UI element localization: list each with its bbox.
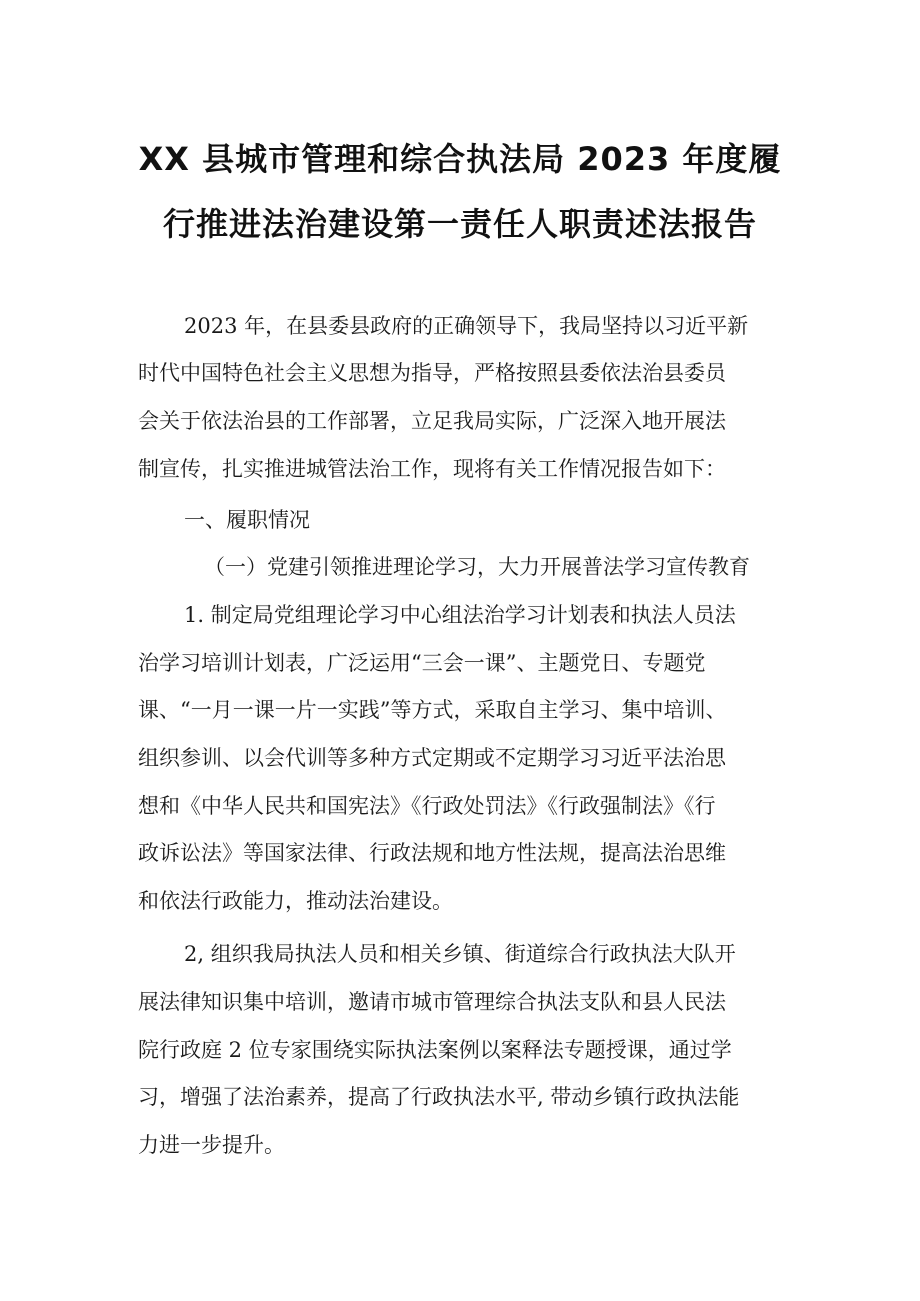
intro-paragraph-line: 2023 年，在县委县政府的正确领导下，我局坚持以习近平新 bbox=[184, 314, 749, 338]
item-1-line: 政诉讼法》等国家法律、行政法规和地方性法规，提高法治思维 bbox=[138, 841, 726, 865]
section-heading: 一、履职情况 bbox=[184, 508, 310, 532]
intro-paragraph-line: 会关于依法治县的工作部署，立足我局实际，广泛深入地开展法 bbox=[138, 409, 726, 433]
item-1-line: 想和《中华人民共和国宪法》《行政处罚法》《行政强制法》《行 bbox=[138, 794, 716, 818]
document-title-line-2: 行推进法治建设第一责任人职责述法报告 bbox=[162, 205, 757, 243]
item-2-line: 2, 组织我局执法人员和相关乡镇、街道综合行政执法大队开 bbox=[184, 942, 736, 966]
item-1-line: 组织参训、以会代训等多种方式定期或不定期学习习近平法治思 bbox=[138, 746, 726, 770]
intro-paragraph-line: 制宣传，扎实推进城管法治工作，现将有关工作情况报告如下： bbox=[138, 457, 726, 481]
item-1-line: 和依法行政能力，推动法治建设。 bbox=[138, 889, 453, 913]
item-1-line: 课、“一月一课一片一实践”等方式，采取自主学习、集中培训、 bbox=[138, 698, 727, 722]
item-2-line: 院行政庭 2 位专家围绕实际执法案例以案释法专题授课，通过学 bbox=[138, 1038, 732, 1062]
item-1-line: 治学习培训计划表，广泛运用“三会一课”、主题党日、专题党 bbox=[138, 651, 706, 675]
item-2-line: 展法律知识集中培训，邀请市城市管理综合执法支队和县人民法 bbox=[138, 990, 726, 1014]
subsection-heading: （一）党建引领推进理论学习，大力开展普法学习宣传教育 bbox=[204, 555, 750, 579]
document-title-line-1: XX 县城市管理和综合执法局 2023 年度履 bbox=[138, 140, 782, 178]
item-2-line: 力进一步提升。 bbox=[138, 1133, 285, 1157]
item-2-line: 习，增强了法治素养，提高了行政执法水平, 带动乡镇行政执法能 bbox=[138, 1085, 740, 1109]
intro-paragraph-line: 时代中国特色社会主义思想为指导，严格按照县委依法治县委员 bbox=[138, 361, 726, 385]
item-1-line: 1. 制定局党组理论学习中心组法治学习计划表和执法人员法 bbox=[184, 603, 736, 627]
